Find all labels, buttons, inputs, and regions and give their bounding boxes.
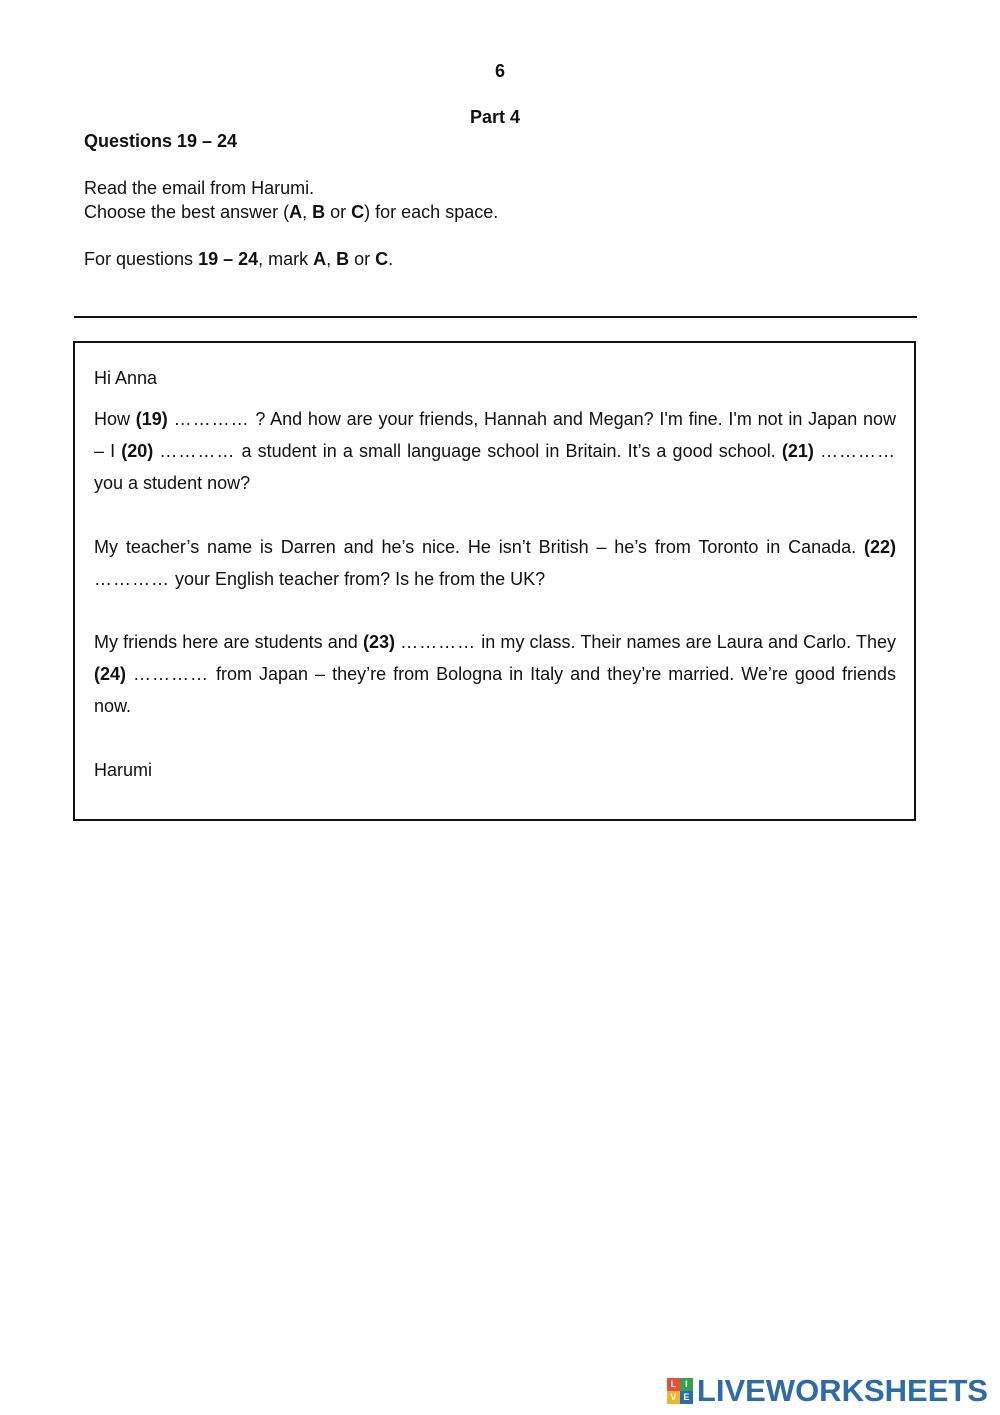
liveworksheets-logo bbox=[667, 1373, 988, 1409]
page-number: 6 bbox=[494, 61, 505, 81]
email-signoff: Harumi bbox=[94, 760, 153, 780]
instruction-text: , mark bbox=[258, 249, 314, 269]
gap-24-blank[interactable]: ………… bbox=[133, 664, 210, 684]
instruction-text: . bbox=[388, 249, 394, 269]
logo-icon-letter: L bbox=[667, 1378, 680, 1391]
instruction-text: For questions bbox=[84, 249, 199, 269]
gap-22-blank[interactable]: ………… bbox=[94, 569, 170, 589]
instruction-text: ) for each space. bbox=[364, 202, 499, 222]
email-text: your English teacher from? Is he from the UK? bbox=[170, 569, 546, 589]
email-text: ? And how are your friends, Hannah and Megan? I'm fine. I'm not in Japan now – I bbox=[94, 409, 896, 461]
instruction-text: Choose the best answer ( bbox=[84, 202, 290, 222]
part-title: Part 4 bbox=[469, 107, 521, 127]
instruction-line-2 bbox=[84, 200, 498, 224]
logo-icon-letter: V bbox=[667, 1391, 680, 1404]
question-range: 19 – 24 bbox=[198, 249, 259, 269]
email-text: How bbox=[94, 409, 136, 429]
email-text: a student in a small language school in Britain. It’s a good school. bbox=[235, 441, 782, 461]
logo-icon-letter: E bbox=[680, 1391, 693, 1404]
gap-23-blank[interactable]: ………… bbox=[400, 632, 477, 652]
email-text: from Japan – they’re from Bologna in Italy and they’re married. We’re good friends now. bbox=[94, 664, 896, 716]
option-a: A bbox=[289, 202, 303, 222]
email-paragraph-3 bbox=[94, 626, 896, 722]
email-box bbox=[73, 341, 916, 821]
gap-24-number: (24) bbox=[94, 664, 127, 684]
email-text: you a student now? bbox=[94, 473, 251, 493]
separator: or bbox=[349, 249, 376, 269]
liveworksheets-icon bbox=[667, 1378, 693, 1404]
questions-title: Questions 19 – 24 bbox=[84, 131, 238, 151]
instruction-text: Read the email from Harumi. bbox=[84, 178, 315, 198]
option-b: B bbox=[312, 202, 326, 222]
gap-21-number: (21) bbox=[781, 441, 814, 461]
option-c: C bbox=[375, 249, 389, 269]
email-paragraph-2 bbox=[94, 531, 896, 595]
instruction-line-3 bbox=[84, 247, 393, 271]
gap-21-blank[interactable]: ………… bbox=[819, 441, 896, 461]
option-b: B bbox=[336, 249, 350, 269]
gap-22-number: (22) bbox=[863, 537, 896, 557]
email-greeting: Hi Anna bbox=[94, 368, 158, 388]
divider-line bbox=[74, 316, 917, 318]
logo-text: LIVEWORKSHEETS bbox=[696, 1373, 988, 1408]
gap-20-blank[interactable]: ………… bbox=[159, 441, 236, 461]
gap-23-number: (23) bbox=[362, 632, 395, 652]
gap-20-number: (20) bbox=[121, 441, 154, 461]
email-text: in my class. Their names are Laura and Carlo. They bbox=[476, 632, 896, 652]
logo-icon-letter: I bbox=[680, 1378, 693, 1391]
separator: , bbox=[326, 249, 337, 269]
separator: , bbox=[302, 202, 313, 222]
email-text: My teacher’s name is Darren and he’s nice. He isn’t British – he’s from Toronto in Canada. bbox=[94, 537, 864, 557]
option-a: A bbox=[313, 249, 327, 269]
gap-19-blank[interactable]: ………… bbox=[173, 409, 250, 429]
gap-19-number: (19) bbox=[135, 409, 168, 429]
email-paragraph-1 bbox=[94, 403, 896, 499]
email-text: My friends here are students and bbox=[94, 632, 363, 652]
instruction-line-1 bbox=[84, 176, 314, 200]
separator: or bbox=[325, 202, 352, 222]
option-c: C bbox=[351, 202, 365, 222]
